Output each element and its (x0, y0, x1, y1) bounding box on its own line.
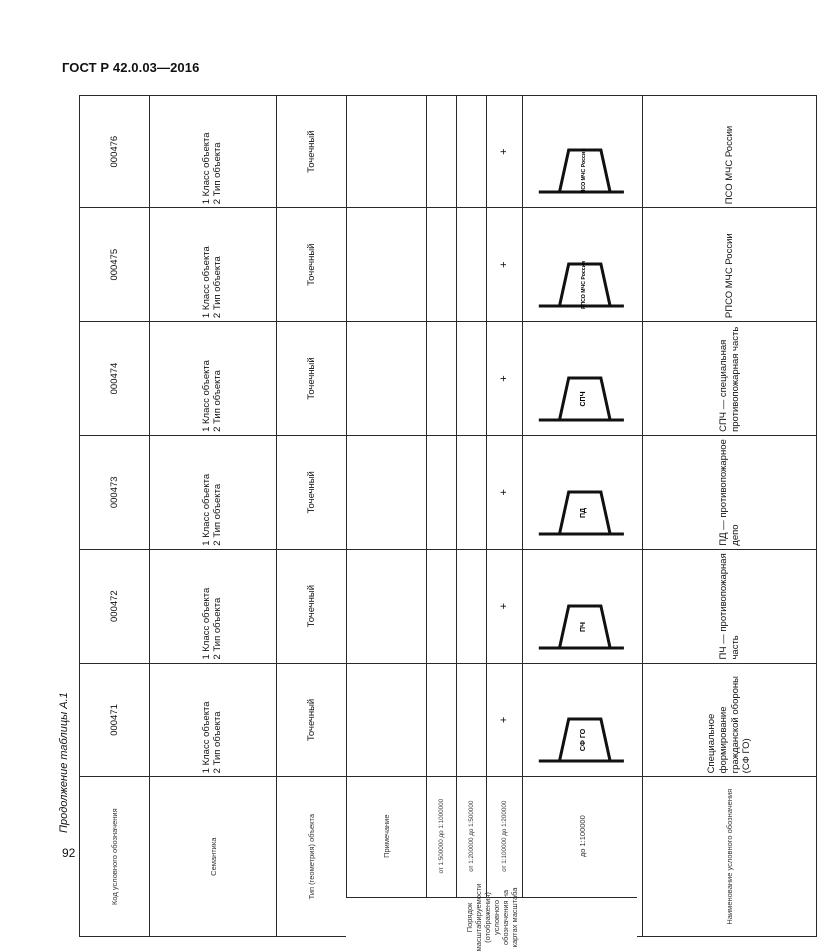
symbol-cell (523, 663, 643, 777)
empty-cell (347, 208, 427, 322)
semantics-line-2: 2 Тип объекта (212, 256, 223, 319)
empty-cell (457, 96, 487, 208)
scale-mark-cell: + (487, 96, 523, 208)
table-continuation-label: Продолжение таблицы А.1 (58, 692, 70, 833)
rotated-table-wrapper (79, 95, 753, 951)
semantics-line-1: 1 Класс объекта (201, 701, 213, 774)
scale-mark-cell: + (487, 208, 523, 322)
header-note: Примечание (347, 777, 427, 937)
symbol-cell (523, 435, 643, 549)
semantics-cell (150, 435, 277, 549)
symbol-name-cell: Специальное формирование гражданской обороны (СФ ГО) (643, 663, 817, 777)
symbols-table (79, 95, 817, 937)
header-scale-100k-200k: от 1:100000 до 1:200000 (487, 777, 523, 937)
semantics-line-2: 2 Тип объекта (212, 483, 223, 546)
symbol-cell (523, 549, 643, 663)
symbol-label: ПД (579, 507, 587, 518)
semantics-line-1: 1 Класс объекта (201, 246, 213, 319)
symbol-name-cell: ПЧ — противопожарная часть (643, 549, 817, 663)
semantics-line-2: 2 Тип объекта (212, 597, 223, 660)
semantics-line-1: 1 Класс объекта (201, 587, 213, 660)
symbol-name-cell: ПСО МЧС России (643, 96, 817, 208)
geometry-cell: Точечный (277, 208, 347, 322)
symbol-cell (523, 96, 643, 208)
empty-cell (427, 549, 457, 663)
header-code: Код условного обозначения (80, 777, 150, 937)
empty-cell (347, 322, 427, 436)
header-scale-100k: до 1:100000 (523, 777, 643, 937)
semantics-line-2: 2 Тип объекта (212, 370, 223, 432)
empty-cell (457, 208, 487, 322)
symbol-label: СПЧ (579, 391, 587, 407)
symbol-name-cell: ПД — противопожарное депо (643, 435, 817, 549)
geometry-cell: Точечный (277, 322, 347, 436)
empty-cell (427, 435, 457, 549)
empty-cell (457, 435, 487, 549)
semantics-cell (150, 96, 277, 208)
geometry-cell: Точечный (277, 549, 347, 663)
semantics-cell (150, 549, 277, 663)
code-cell: 000471 (80, 663, 150, 777)
geometry-cell: Точечный (277, 435, 347, 549)
empty-cell (427, 208, 457, 322)
shelter-symbol-icon (525, 588, 640, 660)
semantics-line-1: 1 Класс объекта (201, 132, 213, 205)
semantics-cell (150, 322, 277, 436)
empty-cell (347, 663, 427, 777)
header-scale-group: Порядок масштабируемости (отображения) условного обозначения на картах масштаба (346, 897, 637, 937)
scale-mark-cell: + (487, 663, 523, 777)
semantics-line-1: 1 Класс объекта (201, 473, 213, 546)
symbol-label: ПЧ (579, 621, 587, 632)
symbol-name-cell: СПЧ — специальная противопожарная часть (643, 322, 817, 436)
empty-cell (427, 96, 457, 208)
code-cell: 000472 (80, 549, 150, 663)
semantics-line-1: 1 Класс объекта (201, 360, 213, 432)
code-cell: 000476 (80, 96, 150, 208)
header-scale-500k-1m: от 1:500000 до 1:1000000 (427, 777, 457, 937)
shelter-symbol-icon (525, 246, 640, 318)
scale-mark-cell: + (487, 435, 523, 549)
header-name: Наименование условного обозначения (643, 777, 817, 937)
symbol-label: СФ ГО (579, 729, 587, 752)
empty-cell (457, 549, 487, 663)
semantics-cell (150, 663, 277, 777)
empty-cell (427, 322, 457, 436)
header-scale-200k-500k: от 1:200000 до 1:500000 (457, 777, 487, 937)
empty-cell (427, 663, 457, 777)
document-title: ГОСТ Р 42.0.03—2016 (62, 60, 200, 75)
shelter-symbol-icon (525, 360, 640, 432)
empty-cell (457, 663, 487, 777)
header-geometry: Тип (геометрия) объекта (277, 777, 347, 937)
scale-mark-cell: + (487, 322, 523, 436)
semantics-cell (150, 208, 277, 322)
header-semantics: Семантика (150, 777, 277, 937)
geometry-cell: Точечный (277, 663, 347, 777)
shelter-symbol-icon (525, 701, 640, 773)
symbol-cell (523, 208, 643, 322)
code-cell: 000473 (80, 435, 150, 549)
geometry-cell: Точечный (277, 96, 347, 208)
semantics-line-2: 2 Тип объекта (212, 142, 223, 205)
symbol-cell (523, 322, 643, 436)
empty-cell (457, 322, 487, 436)
empty-cell (347, 549, 427, 663)
symbol-label: ПСО МЧС России (580, 149, 587, 194)
shelter-symbol-icon (525, 132, 640, 204)
code-cell: 000475 (80, 208, 150, 322)
page-number: 92 (62, 846, 76, 860)
shelter-symbol-icon (525, 474, 640, 546)
symbol-name-cell: РПСО МЧС России (643, 208, 817, 322)
code-cell: 000474 (80, 322, 150, 436)
empty-cell (347, 96, 427, 208)
semantics-line-2: 2 Тип объекта (212, 711, 223, 774)
symbol-label: РПСО МЧС России (580, 261, 587, 310)
scale-mark-cell: + (487, 549, 523, 663)
empty-cell (347, 435, 427, 549)
